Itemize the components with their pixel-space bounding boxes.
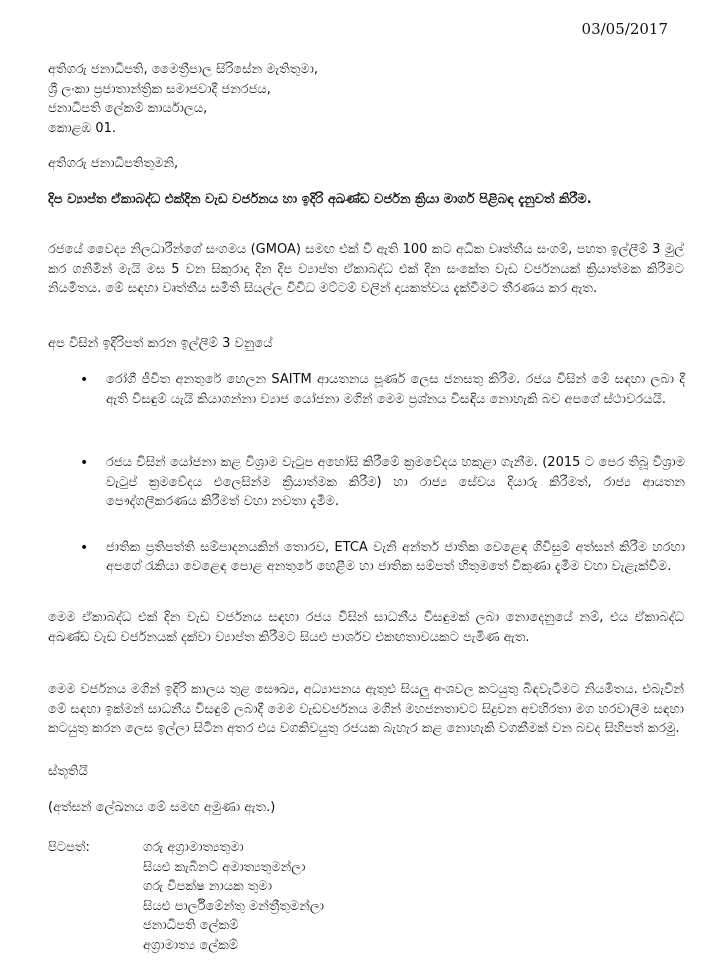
bullet-icon: • [80,455,89,471]
list-item [80,370,685,409]
body-paragraph-2: මෙම ඒකාබද්ධ එක් දින වැඩ වර්ජනය සඳහා රජය විසින් සාධනීය විසඳුමක් ලබා නොදෙනුයේ නම්, එය ඒකාබද්ධ අඛණ්ඩ වැඩ වර්ජනයක් දක්වා ව්‍යාප්ත කිරීමට සියළු පාර්ශව එකඟතාවයකට පැමිණ ඇත. [48,610,684,645]
letter-date: 03/05/2017 [581,20,668,38]
address-line: ජනාධිපති ලේකම් කාර්යාලය, [48,101,208,116]
bullet-icon: • [80,372,89,388]
body-paragraph-3: මෙම වර්ජනය මගින් ඉදිරි කාලය තුළ සෞඛ්‍ය, අධ්‍යාපනය ඇතුළු සියලු අංශවල කටයුතු බිඳවැටීමට නියමිතය. එබැවින් මේ සඳහා ඉක්මන් සාධනීය විසඳුම් ලබාදී මෙම වැඩවර්ජනය මගින් මහජනතාවට සිදුවන අවහිරතා මග හරවාලීම සඳහා කටයුතු කරන ලෙස ඉල්ලා සිටින අතර එය වගකිවයුතු රජයක බැහැර කළ නොහැකි වගකීමක් වන බවද සිහිපත් කරමු. [48,682,684,736]
list-item: ගරු විපක්ෂ නායක තුමා [143,879,272,894]
list-item: ජනාධිපති ලේකම් [143,918,239,933]
list-item [80,453,685,512]
body-paragraph-1: රජයේ වෛද්‍ය නිලධාරීන්ගේ සංගමය (GMOA) සමඟ එක් වී ඇති 100 කට අධික වෘත්තීය සංගම්, පහත ඉල්ලීම් 3 මුල් කර ගනිමින් මැයි මස 5 වන සිකුරාදා දින දිප ව්‍යාප්ත ඒකාබද්ධ එක් දින සංකේත වැඩ වර්ජනයක් ක්‍රියාත්මක කිරීමට නියමිතය. මේ සඳහා වෘත්තීය සමිති සියල්ල විවිධ මට්ටම් වලින් දායකත්වය දැක්වීමට තීරණය කර ඇත. [48,242,684,296]
demand-text: රජය විසින් යෝජනා කළ විශ්‍රාම වැටුප අහෝසි කිරීමේ ක්‍රමවේදය හකුළා ගැනීම. (2015 ට පෙර තිබූ විශ්‍රාම වැටුප් ක්‍රමවේදය එලෙසින්ම ක්‍රියාත්මක කිරීම) හා රාජ්‍ය සේවය දියාරු කිරීමත්, රාජ්‍ය ආයතන පෞද්ගලීකරණය කිරීමත් වහා නවතා දැමීම. [106,455,685,509]
address-line: ශ්‍රී ලංකා ප්‍රජාතාන්ත්‍රික සමාජවාදී ජනරජය, [48,81,271,97]
attachment-note: (අත්සන් ලේඛනය මේ සමඟ අමුණා ඇත.) [48,800,276,815]
letter-subject: දිප ව්‍යාප්ත ඒකාබද්ධ එක්දින වැඩ වර්ජනය හා ඉදිරි අඛණ්ඩ වර්ජන ක්‍රියා මාර්ග පිළිබඳ දැනුවත් කිරීම. [48,192,592,207]
list-item: සියළු පාර්ලිමේන්තු මන්ත්‍රීතුමන්ලා [143,898,325,914]
list-item: ගරු අග්‍රාමාත්‍යතුමා [143,840,244,855]
list-item [80,538,685,577]
salutation: අතිගරු ජනාධිපතිතුමනි, [48,156,179,171]
address-line: අතිගරු ජනාධිපති, මෛත්‍රීපාල සිරිසේන මැතිතුමා, [48,62,319,77]
closing-thanks: ස්තූතියි [48,764,88,779]
demands-intro: අප විසින් ඉදිරිපත් කරන ඉල්ලීම් 3 වනුයේ [48,336,273,351]
demand-text: ජාතික ප්‍රතිපත්ති සම්පාදනයකින් තොරව, ETCA වැනි අන්තර් ජාතික වෙළෙඳ ගිවිසුම් අත්සන් කිරීම හරහා අපගේ රැකියා වෙළෙඳ පොළ අනතුරේ හෙළීම හා ජාතික සම්පත් හිතුමතේ විකුණා දැමීම වහා වැළැක්වීම. [106,539,685,574]
copies-label: පිටපත්: [48,840,90,855]
copies-list [143,838,324,955]
list-item: අග්‍රාමාත්‍ය ලේකම් [143,937,239,953]
address-line: කොළඹ 01. [48,120,117,136]
bullet-icon: • [80,539,89,556]
demand-text: රෝගී ජීවිත අනතුරේ හෙලන SAITM ආයතනය පූර්ණ ලෙස ජනසතු කිරීම. රජය විසින් මේ සඳහා ලබා දී ඇති විසඳුම් යැයි කියාගන්නා ව්‍යාජ යෝජනා මගින් මෙම ප්‍රශ්නය විසඳිය නොහැකි බව අපගේ ස්ථාවරයයි. [106,372,685,407]
demands-list [80,370,685,577]
recipient-address [48,60,688,138]
list-item: සියළු කැබිනට් අමාත්‍යතුමන්ලා [143,859,306,875]
